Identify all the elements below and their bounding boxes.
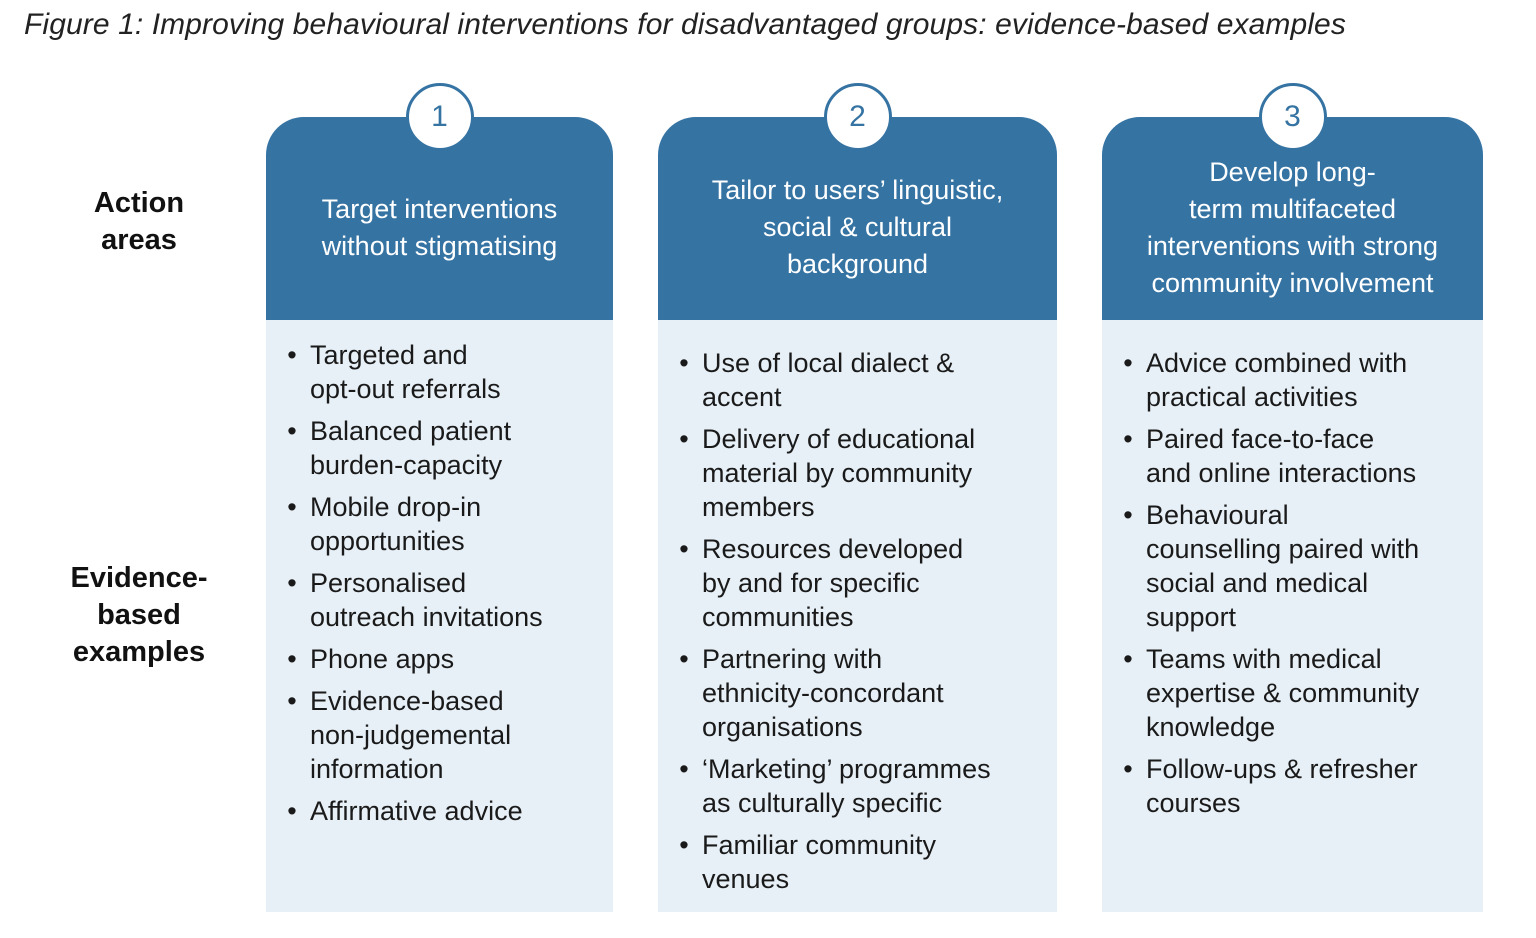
list-item-line: information (310, 754, 444, 784)
list-item-line: Personalised (310, 568, 467, 598)
list-item-line: Paired face-to-face (1146, 424, 1375, 454)
list-item-line: and online interactions (1146, 458, 1417, 488)
list-item-line: material by community (702, 458, 973, 488)
bullet-icon: • (1123, 500, 1133, 530)
row-label-evidence-based-examples (28, 560, 250, 671)
row-label-line: areas (101, 224, 177, 256)
list-item-line: Phone apps (310, 644, 455, 674)
column-number-badge: 1 (406, 83, 474, 151)
list-item (674, 828, 1047, 896)
list-item-line: Affirmative advice (310, 796, 523, 826)
column-number-badge: 2 (824, 83, 892, 151)
list-item-line: counselling paired with (1146, 534, 1420, 564)
list-item (282, 490, 603, 558)
bullet-icon: • (287, 416, 297, 446)
list-item-line: Behavioural (1146, 500, 1289, 530)
bullet-icon: • (287, 568, 297, 598)
list-item-line: support (1146, 602, 1237, 632)
list-item-line: practical activities (1146, 382, 1358, 412)
list-item-line: burden-capacity (310, 450, 503, 480)
list-item-line: Targeted and (310, 340, 468, 370)
list-item-line: organisations (702, 712, 863, 742)
list-item-line: non-judgemental (310, 720, 512, 750)
list-item-line: ‘Marketing’ programmes (702, 754, 991, 784)
list-item (282, 566, 603, 634)
evidence-examples-list-box (658, 320, 1057, 912)
action-area-column-1 (266, 100, 613, 912)
list-item (674, 346, 1047, 414)
list-item-line: Use of local dialect & (702, 348, 955, 378)
action-area-heading-text (712, 172, 1004, 283)
list-item (674, 752, 1047, 820)
evidence-examples-list (674, 346, 1047, 896)
list-item-line: social and medical (1146, 568, 1369, 598)
row-label-line: based (97, 599, 181, 631)
list-item-line: outreach invitations (310, 602, 543, 632)
list-item (282, 794, 603, 828)
bullet-icon: • (1123, 348, 1133, 378)
bullet-icon: • (287, 796, 297, 826)
heading-line: term multifaceted (1188, 193, 1397, 224)
action-area-heading-text (1147, 154, 1438, 302)
list-item (674, 532, 1047, 634)
list-item (1118, 422, 1473, 490)
list-item-line: Evidence-based (310, 686, 504, 716)
heading-line: social & cultural (762, 212, 953, 242)
heading-line: Develop long- (1209, 156, 1376, 187)
list-item (1118, 642, 1473, 744)
list-item (282, 338, 603, 406)
list-item-line: Mobile drop-in (310, 492, 482, 522)
list-item (1118, 498, 1473, 634)
column-number-badge: 3 (1259, 83, 1327, 151)
list-item-line: venues (702, 864, 790, 894)
list-item-line: as culturally specific (702, 788, 943, 818)
bullet-icon: • (287, 492, 297, 522)
evidence-examples-list (1118, 346, 1473, 820)
list-item-line: Resources developed (702, 534, 964, 564)
list-item-line: accent (702, 382, 782, 412)
list-item-line: Advice combined with (1146, 348, 1408, 378)
list-item-line: opt-out referrals (310, 374, 501, 404)
list-item-line: courses (1146, 788, 1241, 818)
list-item-line: Balanced patient (310, 416, 512, 446)
bullet-icon: • (679, 348, 689, 378)
list-item-line: Familiar community (702, 830, 937, 860)
heading-line: Target interventions (321, 193, 558, 224)
list-item (674, 642, 1047, 744)
evidence-examples-list (282, 338, 603, 828)
list-item-line: communities (702, 602, 854, 632)
bullet-icon: • (1123, 424, 1133, 454)
evidence-examples-list-box (266, 320, 613, 912)
bullet-icon: • (1123, 754, 1133, 784)
heading-line: without stigmatising (321, 230, 558, 261)
evidence-examples-list-box (1102, 320, 1483, 912)
list-item-line: Follow-ups & refresher (1146, 754, 1418, 784)
bullet-icon: • (679, 534, 689, 564)
list-item-line: members (702, 492, 815, 522)
bullet-icon: • (679, 424, 689, 454)
list-item (674, 422, 1047, 524)
figure-title: Figure 1: Improving behavioural interventions for disadvantaged groups: evidence-based examples (24, 8, 1346, 41)
bullet-icon: • (679, 644, 689, 674)
row-label-line: Action (93, 187, 185, 219)
list-item-line: by and for specific (702, 568, 920, 598)
list-item-line: ethnicity-concordant (702, 678, 944, 708)
action-area-column-2 (658, 100, 1057, 912)
list-item (1118, 752, 1473, 820)
row-label-line: Evidence- (70, 562, 208, 594)
row-label-action-areas (28, 185, 250, 259)
bullet-icon: • (679, 830, 689, 860)
action-area-heading-text (322, 191, 558, 265)
list-item-line: opportunities (310, 526, 465, 556)
row-label-line: examples (72, 636, 206, 668)
list-item (282, 684, 603, 786)
bullet-icon: • (287, 340, 297, 370)
bullet-icon: • (1123, 644, 1133, 674)
bullet-icon: • (287, 686, 297, 716)
heading-line: community involvement (1151, 267, 1434, 298)
list-item-line: knowledge (1146, 712, 1276, 742)
list-item-line: expertise & community (1146, 678, 1420, 708)
heading-line: interventions with strong (1146, 230, 1439, 261)
bullet-icon: • (679, 754, 689, 784)
list-item-line: Delivery of educational (702, 424, 976, 454)
bullet-icon: • (287, 644, 297, 674)
list-item-line: Partnering with (702, 644, 883, 674)
heading-line: Tailor to users’ linguistic, (711, 175, 1004, 205)
list-item (282, 642, 603, 676)
list-item-line: Teams with medical (1146, 644, 1382, 674)
list-item (282, 414, 603, 482)
list-item (1118, 346, 1473, 414)
action-area-column-3 (1102, 100, 1483, 912)
heading-line: background (786, 249, 929, 279)
